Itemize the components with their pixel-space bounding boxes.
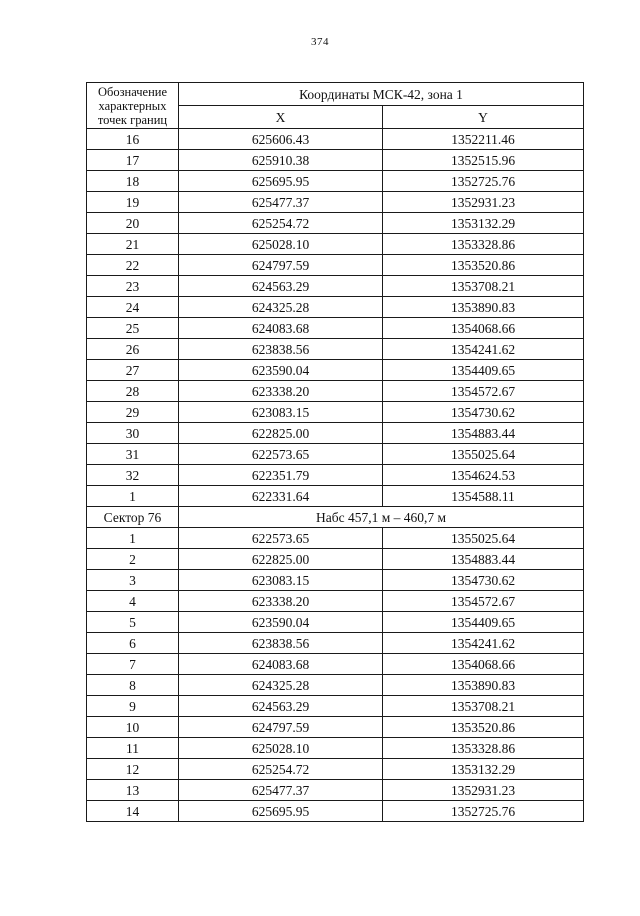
x-coordinate-cell: 623838.56 bbox=[179, 339, 383, 360]
point-cell: 17 bbox=[87, 150, 179, 171]
point-cell: 32 bbox=[87, 465, 179, 486]
x-coordinate-cell: 624325.28 bbox=[179, 675, 383, 696]
x-coordinate-cell: 623590.04 bbox=[179, 612, 383, 633]
table-row bbox=[87, 486, 584, 507]
y-coordinate-cell: 1353890.83 bbox=[383, 675, 584, 696]
table-body bbox=[87, 129, 584, 822]
point-cell: 10 bbox=[87, 717, 179, 738]
page-number: 374 bbox=[311, 36, 329, 48]
point-cell: 2 bbox=[87, 549, 179, 570]
y-coordinate-cell: 1354068.66 bbox=[383, 654, 584, 675]
y-coordinate-cell: 1353328.86 bbox=[383, 234, 584, 255]
y-coordinate-cell: 1353520.86 bbox=[383, 255, 584, 276]
point-cell: 12 bbox=[87, 759, 179, 780]
sector-row bbox=[87, 507, 584, 528]
table-header bbox=[87, 83, 584, 129]
x-coordinate-cell: 624083.68 bbox=[179, 318, 383, 339]
table-row bbox=[87, 654, 584, 675]
y-coordinate-cell: 1353708.21 bbox=[383, 276, 584, 297]
table-row bbox=[87, 318, 584, 339]
x-coordinate-cell: 625477.37 bbox=[179, 780, 383, 801]
y-coordinate-cell: 1354624.53 bbox=[383, 465, 584, 486]
coordinates-table bbox=[86, 82, 584, 822]
x-coordinate-cell: 622573.65 bbox=[179, 528, 383, 549]
y-coordinate-cell: 1355025.64 bbox=[383, 528, 584, 549]
y-coordinate-cell: 1354572.67 bbox=[383, 591, 584, 612]
x-coordinate-cell: 625028.10 bbox=[179, 738, 383, 759]
point-cell: 28 bbox=[87, 381, 179, 402]
designation-header: Обозначение характерных точек границ bbox=[87, 83, 179, 129]
y-coordinate-cell: 1353890.83 bbox=[383, 297, 584, 318]
point-cell: 7 bbox=[87, 654, 179, 675]
point-cell: 8 bbox=[87, 675, 179, 696]
table-row bbox=[87, 360, 584, 381]
x-coordinate-cell: 623590.04 bbox=[179, 360, 383, 381]
x-coordinate-cell: 624083.68 bbox=[179, 654, 383, 675]
point-cell: 21 bbox=[87, 234, 179, 255]
table-row bbox=[87, 801, 584, 822]
point-cell: 24 bbox=[87, 297, 179, 318]
table-row bbox=[87, 591, 584, 612]
point-cell: 16 bbox=[87, 129, 179, 150]
x-coordinate-cell: 622825.00 bbox=[179, 423, 383, 444]
sector-label: Сектор 76 bbox=[87, 507, 179, 528]
y-coordinate-cell: 1354730.62 bbox=[383, 402, 584, 423]
x-coordinate-cell: 623838.56 bbox=[179, 633, 383, 654]
y-coordinate-cell: 1354068.66 bbox=[383, 318, 584, 339]
point-cell: 26 bbox=[87, 339, 179, 360]
x-coordinate-cell: 623083.15 bbox=[179, 570, 383, 591]
y-coordinate-cell: 1354730.62 bbox=[383, 570, 584, 591]
x-coordinate-cell: 624563.29 bbox=[179, 276, 383, 297]
point-cell: 31 bbox=[87, 444, 179, 465]
table-row bbox=[87, 612, 584, 633]
table-row bbox=[87, 423, 584, 444]
table-row bbox=[87, 528, 584, 549]
x-column-header: X bbox=[179, 106, 383, 129]
x-coordinate-cell: 625254.72 bbox=[179, 759, 383, 780]
y-coordinate-cell: 1352725.76 bbox=[383, 171, 584, 192]
point-cell: 27 bbox=[87, 360, 179, 381]
y-coordinate-cell: 1353132.29 bbox=[383, 759, 584, 780]
table-row bbox=[87, 192, 584, 213]
table-row bbox=[87, 297, 584, 318]
x-coordinate-cell: 625254.72 bbox=[179, 213, 383, 234]
y-coordinate-cell: 1352515.96 bbox=[383, 150, 584, 171]
table-row bbox=[87, 759, 584, 780]
table-row bbox=[87, 171, 584, 192]
y-coordinate-cell: 1354409.65 bbox=[383, 360, 584, 381]
y-coordinate-cell: 1354241.62 bbox=[383, 633, 584, 654]
table-row bbox=[87, 150, 584, 171]
y-coordinate-cell: 1353328.86 bbox=[383, 738, 584, 759]
y-coordinate-cell: 1353708.21 bbox=[383, 696, 584, 717]
x-coordinate-cell: 623338.20 bbox=[179, 381, 383, 402]
table-row bbox=[87, 780, 584, 801]
point-cell: 6 bbox=[87, 633, 179, 654]
x-coordinate-cell: 622331.64 bbox=[179, 486, 383, 507]
table-row bbox=[87, 738, 584, 759]
table-row bbox=[87, 339, 584, 360]
x-coordinate-cell: 623083.15 bbox=[179, 402, 383, 423]
point-cell: 9 bbox=[87, 696, 179, 717]
point-cell: 3 bbox=[87, 570, 179, 591]
table-row bbox=[87, 717, 584, 738]
y-coordinate-cell: 1354572.67 bbox=[383, 381, 584, 402]
table-row bbox=[87, 276, 584, 297]
point-cell: 25 bbox=[87, 318, 179, 339]
table-row bbox=[87, 696, 584, 717]
point-cell: 22 bbox=[87, 255, 179, 276]
y-coordinate-cell: 1355025.64 bbox=[383, 444, 584, 465]
point-cell: 5 bbox=[87, 612, 179, 633]
table-row bbox=[87, 213, 584, 234]
x-coordinate-cell: 625477.37 bbox=[179, 192, 383, 213]
table-row bbox=[87, 255, 584, 276]
x-coordinate-cell: 622825.00 bbox=[179, 549, 383, 570]
y-coordinate-cell: 1354883.44 bbox=[383, 549, 584, 570]
x-coordinate-cell: 622351.79 bbox=[179, 465, 383, 486]
x-coordinate-cell: 624563.29 bbox=[179, 696, 383, 717]
table-row bbox=[87, 129, 584, 150]
point-cell: 29 bbox=[87, 402, 179, 423]
x-coordinate-cell: 624325.28 bbox=[179, 297, 383, 318]
x-coordinate-cell: 624797.59 bbox=[179, 255, 383, 276]
x-coordinate-cell: 625695.95 bbox=[179, 801, 383, 822]
y-coordinate-cell: 1352725.76 bbox=[383, 801, 584, 822]
point-cell: 13 bbox=[87, 780, 179, 801]
table-row bbox=[87, 465, 584, 486]
point-cell: 18 bbox=[87, 171, 179, 192]
y-column-header: Y bbox=[383, 106, 584, 129]
point-cell: 19 bbox=[87, 192, 179, 213]
x-coordinate-cell: 625028.10 bbox=[179, 234, 383, 255]
y-coordinate-cell: 1352931.23 bbox=[383, 192, 584, 213]
table-row bbox=[87, 402, 584, 423]
y-coordinate-cell: 1354409.65 bbox=[383, 612, 584, 633]
table-row bbox=[87, 675, 584, 696]
y-coordinate-cell: 1354241.62 bbox=[383, 339, 584, 360]
x-coordinate-cell: 625606.43 bbox=[179, 129, 383, 150]
y-coordinate-cell: 1353520.86 bbox=[383, 717, 584, 738]
y-coordinate-cell: 1353132.29 bbox=[383, 213, 584, 234]
table-row bbox=[87, 633, 584, 654]
point-cell: 4 bbox=[87, 591, 179, 612]
table-row bbox=[87, 570, 584, 591]
point-cell: 11 bbox=[87, 738, 179, 759]
table-row bbox=[87, 381, 584, 402]
y-coordinate-cell: 1354883.44 bbox=[383, 423, 584, 444]
y-coordinate-cell: 1352211.46 bbox=[383, 129, 584, 150]
point-cell: 14 bbox=[87, 801, 179, 822]
x-coordinate-cell: 625695.95 bbox=[179, 171, 383, 192]
x-coordinate-cell: 622573.65 bbox=[179, 444, 383, 465]
table-row bbox=[87, 234, 584, 255]
point-cell: 1 bbox=[87, 528, 179, 549]
y-coordinate-cell: 1354588.11 bbox=[383, 486, 584, 507]
table-row bbox=[87, 549, 584, 570]
point-cell: 30 bbox=[87, 423, 179, 444]
x-coordinate-cell: 625910.38 bbox=[179, 150, 383, 171]
table-row bbox=[87, 444, 584, 465]
sector-height-range: Набс 457,1 м – 460,7 м bbox=[179, 507, 584, 528]
point-cell: 1 bbox=[87, 486, 179, 507]
x-coordinate-cell: 624797.59 bbox=[179, 717, 383, 738]
y-coordinate-cell: 1352931.23 bbox=[383, 780, 584, 801]
point-cell: 20 bbox=[87, 213, 179, 234]
point-cell: 23 bbox=[87, 276, 179, 297]
x-coordinate-cell: 623338.20 bbox=[179, 591, 383, 612]
coordinates-header: Координаты МСК-42, зона 1 bbox=[179, 83, 584, 106]
